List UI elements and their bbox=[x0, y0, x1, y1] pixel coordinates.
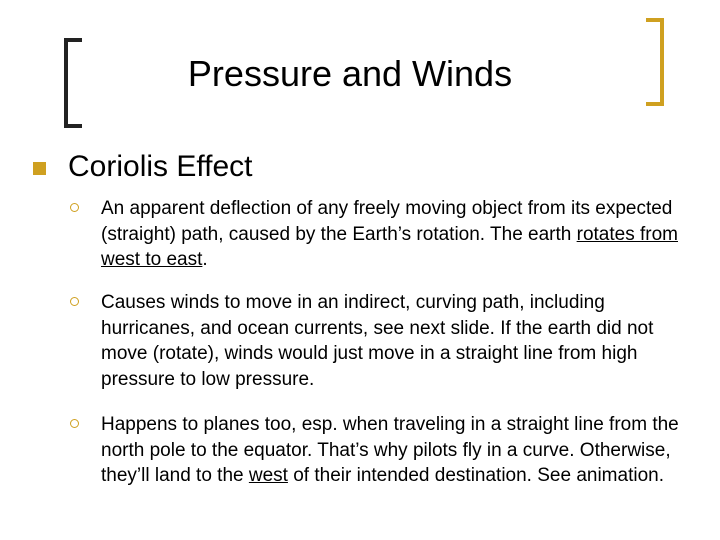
underlined-word: west bbox=[248, 465, 288, 486]
title-bracket-left bbox=[64, 38, 82, 128]
sub-bullet-1-text: An apparent deflection of any freely moving object from its expected (straight) path, caused by the Earth’s rotation. The earth rotates from west to east. bbox=[101, 198, 678, 270]
sub-bullet-2-text: Causes winds to move in an indirect, curving path, including hurricanes, and ocean currents, see next slide. If the earth did not move (rotate), winds would just move in a straight line from high pressure to low pressure. bbox=[101, 292, 654, 390]
square-bullet-icon bbox=[33, 162, 46, 175]
main-bullet-text: Coriolis Effect bbox=[68, 150, 253, 183]
underlined-phrase: rotates from west to east bbox=[101, 223, 678, 270]
circle-bullet-icon bbox=[70, 203, 79, 212]
slide-title: Pressure and Winds bbox=[187, 53, 513, 94]
sub-bullet-3-text: Happens to planes too, esp. when traveling in a straight line from the north pole to the equator. That’s why pilots fly in a curve. Otherwise, they’ll land to the west of their intended destination. See animation. bbox=[101, 414, 679, 486]
circle-bullet-icon bbox=[70, 297, 79, 306]
circle-bullet-icon bbox=[70, 419, 79, 428]
title-bracket-right bbox=[646, 18, 664, 106]
